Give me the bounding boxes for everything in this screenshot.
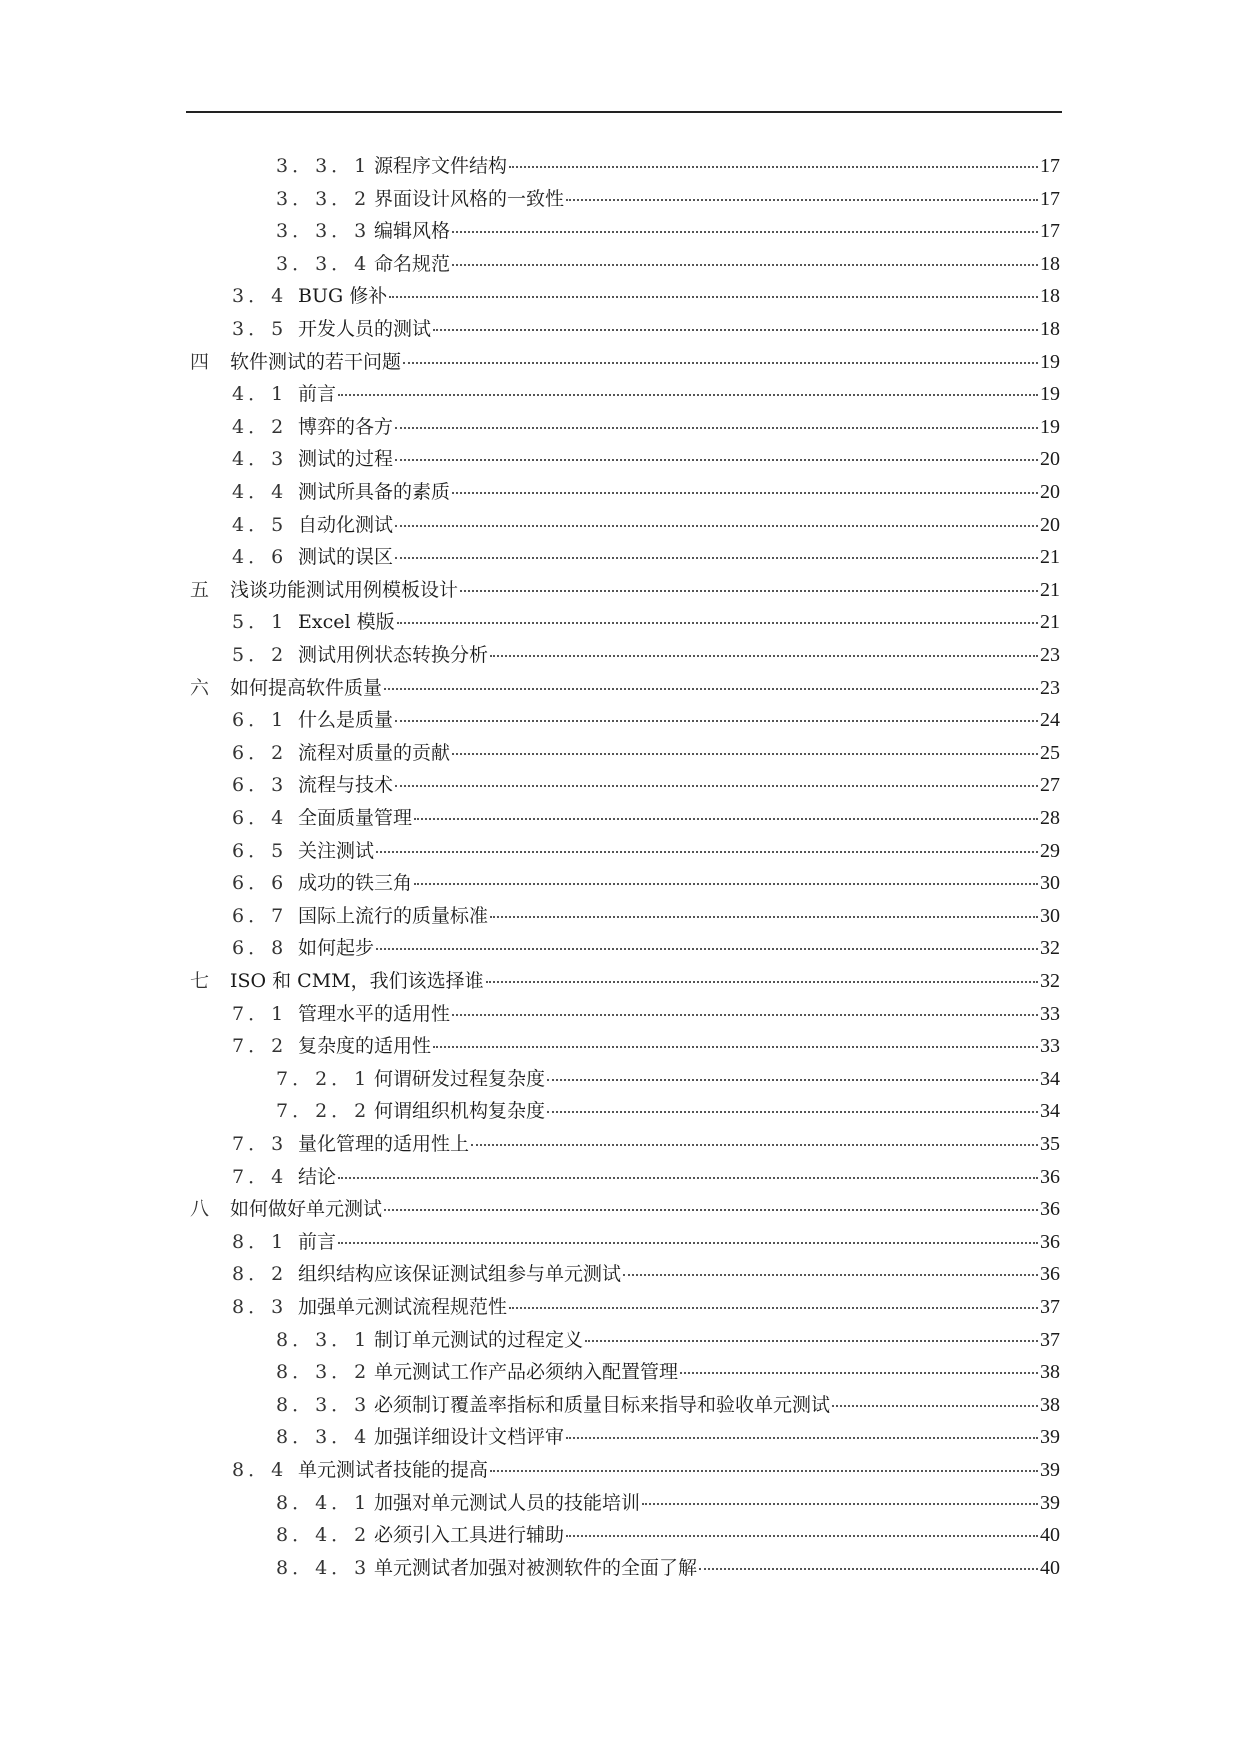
toc-entry-title: 单元测试者技能的提高 [298, 1459, 489, 1481]
toc-entry-number: 6．4 [232, 807, 288, 829]
toc-entry-page-number: 37 [1040, 1328, 1060, 1351]
toc-entry-title: 如何起步 [298, 937, 375, 960]
toc-entry-number: 6．8 [232, 937, 288, 960]
toc-entry-number: 6．6 [232, 872, 288, 895]
toc-dot-leader [585, 1340, 1038, 1342]
toc-dot-leader [395, 427, 1038, 429]
toc-entry-page-number: 33 [1040, 1002, 1060, 1025]
toc-dot-leader [680, 1372, 1038, 1374]
toc-entry-page-number: 18 [1040, 252, 1060, 275]
toc-dot-leader [452, 492, 1038, 494]
toc-entry-page-number: 34 [1040, 1067, 1060, 1090]
toc-entry-page-number: 32 [1040, 970, 1060, 992]
toc-dot-leader [490, 655, 1038, 657]
toc-entry-number: 3．3．1 [276, 155, 371, 177]
toc-entry-page-number: 38 [1040, 1393, 1060, 1416]
toc-entry-title: 测试所具备的素质 [298, 481, 451, 503]
toc-entry[interactable] [232, 1030, 1060, 1063]
toc-dot-leader [452, 231, 1038, 233]
toc-entry-title: 开发人员的测试 [298, 318, 432, 340]
toc-dot-leader [509, 166, 1038, 168]
toc-entry-title: 制订单元测试的过程定义 [374, 1328, 584, 1351]
toc-dot-leader [486, 981, 1038, 983]
toc-dot-leader [566, 1535, 1038, 1537]
toc-entry[interactable] [276, 1487, 1060, 1520]
toc-entry-page-number: 35 [1040, 1133, 1060, 1155]
toc-entry-number: 6．1 [232, 709, 288, 732]
toc-entry-number: 8．3．3 [276, 1393, 371, 1416]
toc-entry-number: 8．4．3 [276, 1556, 371, 1579]
toc-entry[interactable] [190, 672, 1060, 705]
toc-entry-title: 流程与技术 [298, 774, 394, 797]
toc-dot-leader [397, 622, 1038, 624]
toc-dot-leader [547, 1079, 1038, 1081]
toc-entry[interactable] [190, 1193, 1060, 1226]
toc-dot-leader [460, 590, 1038, 592]
toc-entry[interactable] [232, 802, 1060, 835]
toc-entry-title: 何谓组织机构复杂度 [374, 1100, 546, 1123]
toc-entry-number: 7．2．1 [276, 1067, 371, 1090]
toc-entry-page-number: 25 [1040, 741, 1060, 764]
toc-entry[interactable] [232, 998, 1060, 1031]
toc-entry[interactable] [232, 932, 1060, 965]
toc-entry[interactable] [232, 900, 1060, 933]
toc-entry[interactable] [232, 1226, 1060, 1259]
toc-dot-leader [395, 720, 1038, 722]
toc-entry-number: 3．5 [232, 318, 288, 340]
toc-entry-number: 8．3．1 [276, 1328, 371, 1351]
toc-dot-leader [395, 557, 1038, 559]
toc-dot-leader [414, 883, 1038, 885]
toc-entry-page-number: 19 [1040, 415, 1060, 438]
toc-entry[interactable] [276, 1356, 1060, 1389]
toc-dot-leader [471, 1144, 1038, 1146]
toc-dot-leader [384, 1209, 1038, 1211]
toc-entry-number: 4．5 [232, 513, 288, 536]
toc-entry-title: 前言 [298, 383, 337, 406]
toc-entry-number: 七 [190, 970, 214, 992]
toc-entry[interactable] [232, 476, 1060, 509]
toc-entry-title: 成功的铁三角 [298, 872, 413, 895]
toc-entry-number: 8．3．2 [276, 1361, 371, 1384]
toc-entry-title: 结论 [298, 1165, 337, 1188]
toc-dot-leader [414, 818, 1038, 820]
toc-entry[interactable] [232, 443, 1060, 476]
toc-dot-leader [433, 1046, 1038, 1048]
toc-entry-title: 什么是质量 [298, 709, 394, 732]
toc-entry-page-number: 18 [1040, 285, 1060, 308]
toc-entry-number: 8．3．4 [276, 1426, 371, 1449]
toc-entry-title: 测试的过程 [298, 448, 394, 471]
toc-dot-leader [395, 459, 1038, 461]
toc-entry[interactable] [232, 737, 1060, 770]
toc-entry-number: 四 [190, 350, 214, 373]
toc-entry[interactable] [232, 867, 1060, 900]
toc-entry-page-number: 20 [1040, 481, 1060, 503]
toc-entry[interactable] [190, 965, 1060, 998]
toc-entry[interactable] [276, 150, 1060, 183]
toc-entry-title: 前言 [298, 1230, 337, 1253]
toc-dot-leader [490, 1470, 1038, 1472]
toc-entry-page-number: 30 [1040, 872, 1060, 895]
toc-entry-number: 6．3 [232, 774, 288, 797]
toc-entry-page-number: 20 [1040, 513, 1060, 536]
toc-entry-number: 4．4 [232, 481, 288, 503]
toc-entry-page-number: 37 [1040, 1296, 1060, 1318]
toc-entry-title: 单元测试工作产品必须纳入配置管理 [374, 1361, 679, 1384]
toc-entry-page-number: 17 [1040, 220, 1060, 243]
toc-entry-title: 复杂度的适用性 [298, 1035, 432, 1058]
toc-entry[interactable] [232, 411, 1060, 444]
toc-entry-page-number: 40 [1040, 1524, 1060, 1547]
toc-dot-leader [623, 1274, 1038, 1276]
toc-entry-title: 测试用例状态转换分析 [298, 644, 489, 666]
toc-entry-title: 源程序文件结构 [374, 155, 508, 177]
toc-dot-leader [547, 1111, 1038, 1113]
toc-entry-title: 国际上流行的质量标准 [298, 904, 489, 927]
toc-entry-number: 5．2 [232, 644, 288, 666]
toc-entry[interactable] [232, 606, 1060, 639]
toc-entry-page-number: 36 [1040, 1198, 1060, 1221]
toc-entry[interactable] [232, 639, 1060, 672]
toc-entry[interactable] [190, 574, 1060, 607]
toc-dot-leader [452, 264, 1038, 266]
toc-dot-leader [376, 948, 1038, 950]
toc-entry-page-number: 32 [1040, 937, 1060, 960]
toc-entry-title: 管理水平的适用性 [298, 1002, 451, 1025]
toc-entry-page-number: 28 [1040, 807, 1060, 829]
toc-entry-page-number: 23 [1040, 676, 1060, 699]
toc-entry-page-number: 19 [1040, 383, 1060, 406]
toc-entry-page-number: 21 [1040, 546, 1060, 569]
toc-dot-leader [566, 199, 1038, 201]
toc-entry-number: 3．3．3 [276, 220, 371, 243]
toc-entry[interactable] [232, 704, 1060, 737]
toc-entry-number: 4．1 [232, 383, 288, 406]
toc-entry-number: 3．3．2 [276, 187, 371, 210]
toc-entry-page-number: 20 [1040, 448, 1060, 471]
toc-entry-title: 命名规范 [374, 252, 451, 275]
toc-entry-page-number: 39 [1040, 1491, 1060, 1514]
toc-dot-leader [433, 329, 1038, 331]
toc-entry-number: 五 [190, 578, 214, 601]
toc-entry-title: 编辑风格 [374, 220, 451, 243]
toc-entry[interactable] [232, 1161, 1060, 1194]
toc-entry-number: 7．2．2 [276, 1100, 371, 1123]
toc-entry-title: 浅谈功能测试用例模板设计 [230, 578, 459, 601]
toc-entry-title: 如何做好单元测试 [230, 1198, 383, 1221]
toc-dot-leader [389, 296, 1038, 298]
toc-entry-page-number: 33 [1040, 1035, 1060, 1058]
toc-entry-number: 7．2 [232, 1035, 288, 1058]
toc-dot-leader [403, 362, 1038, 364]
toc-entry[interactable] [276, 1324, 1060, 1357]
toc-entry-number: 8．2 [232, 1263, 288, 1286]
toc-entry[interactable] [232, 509, 1060, 542]
header-rule [186, 111, 1062, 113]
toc-entry-number: 8．4．1 [276, 1491, 371, 1514]
toc-entry-number: 7．4 [232, 1165, 288, 1188]
toc-dot-leader [338, 1242, 1038, 1244]
toc-entry-page-number: 29 [1040, 839, 1060, 862]
toc-entry-title: 流程对质量的贡献 [298, 741, 451, 764]
toc-entry-title: 博弈的各方 [298, 415, 394, 438]
toc-entry-title: 如何提高软件质量 [230, 676, 383, 699]
toc-dot-leader [338, 1177, 1038, 1179]
toc-dot-leader [509, 1307, 1038, 1309]
toc-entry[interactable] [276, 1063, 1060, 1096]
toc-entry[interactable] [190, 346, 1060, 379]
toc-entry-page-number: 18 [1040, 318, 1060, 340]
toc-entry-title: 必须引入工具进行辅助 [374, 1524, 565, 1547]
toc-entry-number: 8．4．2 [276, 1524, 371, 1547]
toc-dot-leader [566, 1437, 1038, 1439]
toc-entry[interactable] [276, 1519, 1060, 1552]
toc-dot-leader [452, 1014, 1038, 1016]
toc-entry[interactable] [232, 1291, 1060, 1324]
toc-entry-number: 5．1 [232, 611, 288, 634]
toc-entry[interactable] [232, 835, 1060, 868]
toc-entry-page-number: 36 [1040, 1165, 1060, 1188]
toc-dot-leader [376, 851, 1038, 853]
toc-entry-title: BUG 修补 [298, 285, 388, 308]
toc-entry[interactable] [276, 1389, 1060, 1422]
toc-dot-leader [395, 785, 1038, 787]
toc-dot-leader [642, 1503, 1038, 1505]
toc-entry-page-number: 34 [1040, 1100, 1060, 1123]
toc-entry-page-number: 17 [1040, 155, 1060, 177]
toc-entry-title: 界面设计风格的一致性 [374, 187, 565, 210]
toc-entry-number: 6．7 [232, 904, 288, 927]
toc-entry-title: 关注测试 [298, 839, 375, 862]
toc-entry[interactable] [232, 313, 1060, 346]
toc-entry-page-number: 23 [1040, 644, 1060, 666]
toc-entry-title: 何谓研发过程复杂度 [374, 1067, 546, 1090]
toc-entry[interactable] [232, 1258, 1060, 1291]
toc-entry-page-number: 39 [1040, 1459, 1060, 1481]
toc-dot-leader [490, 916, 1038, 918]
toc-entry-page-number: 19 [1040, 350, 1060, 373]
toc-entry-number: 3．4 [232, 285, 288, 308]
toc-entry[interactable] [232, 1128, 1060, 1161]
toc-entry-title: 全面质量管理 [298, 807, 413, 829]
toc-entry-number: 八 [190, 1198, 214, 1221]
toc-entry-page-number: 21 [1040, 578, 1060, 601]
toc-entry[interactable] [232, 280, 1060, 313]
toc-entry-title: 加强单元测试流程规范性 [298, 1296, 508, 1318]
toc-entry[interactable] [276, 1552, 1060, 1585]
toc-entry-number: 3．3．4 [276, 252, 371, 275]
toc-dot-leader [384, 688, 1038, 690]
toc-entry-number: 4．3 [232, 448, 288, 471]
toc-entry-page-number: 36 [1040, 1230, 1060, 1253]
toc-entry-page-number: 17 [1040, 187, 1060, 210]
toc-entry-number: 8．1 [232, 1230, 288, 1253]
toc-entry-page-number: 36 [1040, 1263, 1060, 1286]
toc-entry-number: 7．3 [232, 1133, 288, 1155]
toc-entry-title: 加强对单元测试人员的技能培训 [374, 1491, 641, 1514]
toc-entry-title: Excel 模版 [298, 611, 395, 634]
toc-entry-number: 6．2 [232, 741, 288, 764]
toc-entry-number: 8．4 [232, 1459, 288, 1481]
toc-dot-leader [832, 1405, 1038, 1407]
toc-entry-page-number: 30 [1040, 904, 1060, 927]
toc-entry[interactable] [276, 1095, 1060, 1128]
toc-entry-page-number: 21 [1040, 611, 1060, 634]
toc-entry-page-number: 27 [1040, 774, 1060, 797]
toc-entry-title: ISO 和 CMM，我们该选择谁 [230, 970, 484, 992]
toc-entry[interactable] [276, 183, 1060, 216]
toc-entry-number: 7．1 [232, 1002, 288, 1025]
toc-entry-title: 加强详细设计文档评审 [374, 1426, 565, 1449]
toc-entry-title: 测试的误区 [298, 546, 394, 569]
toc-entry-page-number: 39 [1040, 1426, 1060, 1449]
toc-entry-number: 4．6 [232, 546, 288, 569]
toc-entry-title: 软件测试的若干问题 [230, 350, 402, 373]
toc-entry-page-number: 24 [1040, 709, 1060, 732]
toc-dot-leader [699, 1568, 1038, 1570]
toc-entry-number: 六 [190, 676, 214, 699]
toc-entry[interactable] [232, 1454, 1060, 1487]
toc-entry-number: 4．2 [232, 415, 288, 438]
toc-dot-leader [395, 525, 1038, 527]
toc-entry-page-number: 38 [1040, 1361, 1060, 1384]
toc-entry[interactable] [276, 248, 1060, 281]
toc-dot-leader [338, 394, 1038, 396]
toc-entry[interactable] [232, 769, 1060, 802]
toc-entry-number: 6．5 [232, 839, 288, 862]
toc-dot-leader [452, 753, 1038, 755]
toc-entry-title: 自动化测试 [298, 513, 394, 536]
toc-entry-title: 单元测试者加强对被测软件的全面了解 [374, 1556, 698, 1579]
toc-entry-title: 组织结构应该保证测试组参与单元测试 [298, 1263, 622, 1286]
toc-entry-title: 量化管理的适用性上 [298, 1133, 470, 1155]
toc-entry[interactable] [276, 1421, 1060, 1454]
toc-entry[interactable] [276, 215, 1060, 248]
toc-entry[interactable] [232, 378, 1060, 411]
toc-entry-number: 8．3 [232, 1296, 288, 1318]
toc-entry[interactable] [232, 541, 1060, 574]
toc-entry-page-number: 40 [1040, 1556, 1060, 1579]
toc-entry-title: 必须制订覆盖率指标和质量目标来指导和验收单元测试 [374, 1393, 831, 1416]
